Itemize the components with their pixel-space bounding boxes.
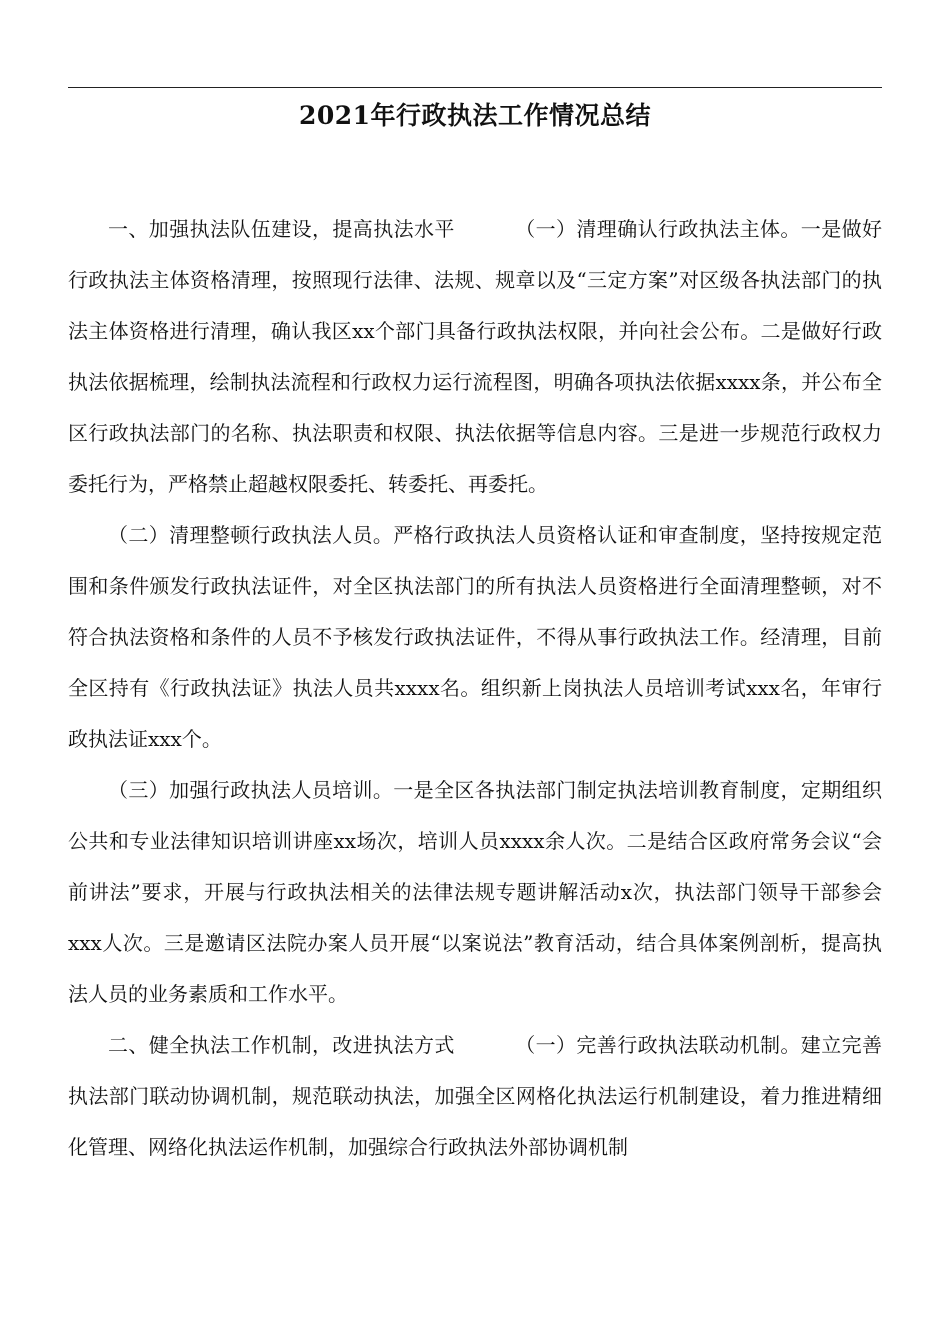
document-body [68,204,882,1173]
paragraph-3 [68,765,882,1020]
paragraph-4 [68,1020,882,1173]
paragraph-text: （一）完善行政执法联动机制。建立完善执法部门联动协调机制，规范联动执法，加强全区网格化执法运行机制建设，着力推进精细化管理、网络化执法运作机制，加强综合行政执法外部协调机制 [68,1033,883,1159]
paragraph-2 [68,510,882,765]
section-heading-2: 二、健全执法工作机制，改进执法方式 [108,1033,455,1057]
document-title: 2021年行政执法工作情况总结 [298,101,652,130]
section-heading-1: 一、加强执法队伍建设，提高执法水平 [108,217,455,241]
header-rule [68,87,882,88]
paragraph-text: （一）清理确认行政执法主体。一是做好行政执法主体资格清理，按照现行法律、法规、规章以及“三定方案”对区级各执法部门的执法主体资格进行清理，确认我区xx个部门具备行政执法权限，并向社会公布。二是做好行政执法依据梳理，绘制执法流程和行政权力运行流程图，明确各项执法依据xxxx条，并公布全区行政执法部门的名称、执法职责和权限、执法依据等信息内容。三是进一步规范行政权力委托行为，严格禁止超越权限委托、转委托、再委托。 [68,217,883,496]
paragraph-text: （二）清理整顿行政执法人员。严格行政执法人员资格认证和审查制度，坚持按规定范围和条件颁发行政执法证件，对全区执法部门的所有执法人员资格进行全面清理整顿，对不符合执法资格和条件的人员不予核发行政执法证件，不得从事行政执法工作。经清理，目前全区持有《行政执法证》执法人员共xxxx名。组织新上岗执法人员培训考试xxx名，年审行政执法证xxx个。 [68,523,882,751]
paragraph-text: （三）加强行政执法人员培训。一是全区各执法部门制定执法培训教育制度，定期组织公共和专业法律知识培训讲座xx场次，培训人员xxxx余人次。二是结合区政府常务会议“会前讲法”要求，开展与行政执法相关的法律法规专题讲解活动x次，执法部门领导干部参会xxx人次。三是邀请区法院办案人员开展“以案说法”教育活动，结合具体案例剖析，提高执法人员的业务素质和工作水平。 [68,778,882,1006]
paragraph-1 [68,204,882,510]
